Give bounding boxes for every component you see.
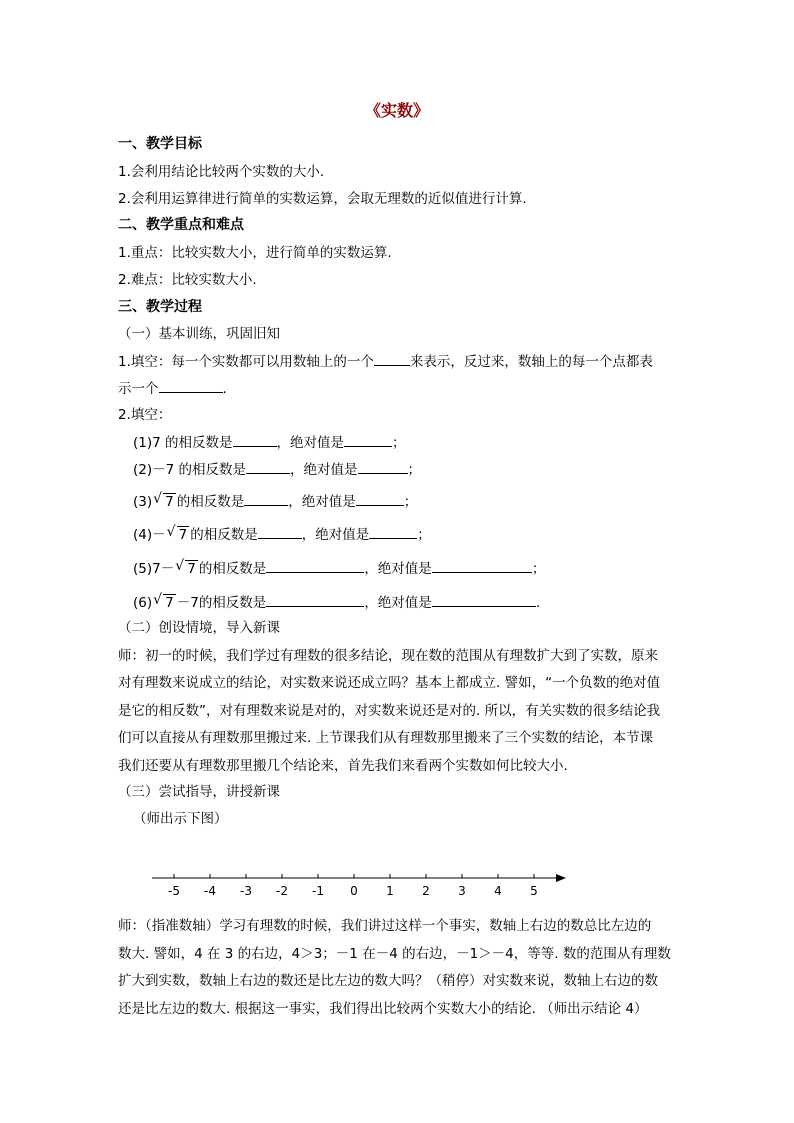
- answer-blank: [432, 592, 536, 607]
- section-heading-goals: 一、教学目标: [118, 136, 202, 152]
- paragraph-2-line-4: 还是比左边的数大. 根据这一事实，我们得出比较两个实数大小的结论. （师出示结论 4）: [118, 1001, 648, 1017]
- paragraph-1-line-3: 是它的相反数”，对有理数来说是对的，对实数来说还是对的. 所以，有关实数的很多结论我: [118, 703, 661, 719]
- fill-item-6: [133, 592, 540, 613]
- question-1-end: .: [222, 381, 227, 397]
- paragraph-1-line-1: 师：初一的时候，我们学过有理数的很多结论，现在数的范围从有理数扩大到了实数，原来: [118, 648, 658, 664]
- fill-item-text: ，绝对值是: [364, 595, 432, 611]
- subsection-new-lesson: （三）尝试指导，讲授新课: [118, 784, 280, 800]
- page-title: 《实数》: [364, 101, 429, 120]
- fill-item-number: (4): [133, 527, 153, 543]
- paragraph-1-line-5: 我们还要从有理数那里搬几个结论来，首先我们来看两个实数如何比较大小.: [118, 758, 568, 774]
- expression-trail: －7: [176, 595, 199, 611]
- fill-item-end: ；: [403, 494, 418, 510]
- number-line-tick-label: -1: [312, 884, 324, 898]
- goal-item-2: 2.会利用运算律进行简单的实数运算，会取无理数的近似值进行计算.: [118, 191, 527, 207]
- question-1-line-1: [118, 351, 653, 372]
- answer-blank: [159, 378, 223, 393]
- fill-item-text: ，绝对值是: [276, 435, 345, 451]
- number-line-tick-label: 5: [530, 884, 538, 898]
- paragraph-1-line-2: 对有理数来说成立的结论，对实数来说还成立吗？基本上都成立. 譬如，“一个负数的绝对值: [118, 675, 661, 691]
- minus-sign: －: [152, 527, 166, 543]
- fill-item-text: 的相反数是: [198, 595, 267, 611]
- fill-item-2: [133, 459, 421, 480]
- fill-item-5: [133, 558, 545, 579]
- paragraph-2-line-3: 扩大到实数，数轴上右边的数还是比左边的数大吗？（稍停）对实数来说，数轴上右边的数: [118, 973, 658, 989]
- number-line-tick-label: -3: [240, 884, 252, 898]
- fill-item-text: 的相反数是: [176, 494, 245, 510]
- teacher-shows-figure: （师出示下图）: [133, 811, 228, 827]
- fill-item-number: (2): [133, 462, 153, 478]
- square-root: √ 7: [153, 491, 174, 510]
- answer-blank: [266, 558, 364, 573]
- expression-lead: 7－: [152, 561, 175, 577]
- fill-item-end: ；: [531, 561, 546, 577]
- fill-item-text: 的相反数是: [198, 561, 267, 577]
- fill-item-end: ；: [417, 527, 431, 543]
- answer-blank: [356, 491, 404, 506]
- number-line-tick-label: 4: [494, 884, 502, 898]
- fill-item-end: ；: [407, 462, 422, 478]
- number-line-tick-label: -2: [276, 884, 288, 898]
- subsection-basic-training: （一）基本训练，巩固旧知: [118, 326, 280, 342]
- fill-item-text: 7 的相反数是: [152, 435, 233, 451]
- section-heading-process: 三、教学过程: [118, 299, 202, 315]
- answer-blank: [344, 432, 392, 447]
- radicand: 7: [178, 527, 188, 543]
- number-line: [0, 865, 794, 915]
- question-1-line-2: [118, 378, 227, 399]
- fill-item-number: (6): [133, 595, 153, 611]
- fill-item-text: ，绝对值是: [288, 494, 356, 510]
- question-2-heading: 2.填空：: [118, 407, 172, 423]
- fill-item-end: .: [535, 595, 541, 611]
- answer-blank: [246, 459, 290, 474]
- subsection-scenario: （二）创设情境，导入新课: [118, 620, 280, 636]
- paragraph-1-line-4: 们可以直接从有理数那里搬过来. 上节课我们从有理数那里搬来了三个实数的结论，本节课: [118, 730, 654, 746]
- number-line-arrow: [556, 874, 566, 882]
- answer-blank: [258, 524, 302, 539]
- fill-item-end: ；: [392, 435, 406, 451]
- fill-item-number: (3): [133, 494, 153, 510]
- question-1-text-a: 1.填空：每一个实数都可以用数轴上的一个: [118, 354, 374, 370]
- square-root: √ 7: [153, 592, 174, 611]
- answer-blank: [374, 351, 410, 366]
- answer-blank: [266, 592, 364, 607]
- answer-blank: [369, 524, 417, 539]
- square-root: √ 7: [175, 558, 196, 577]
- fill-item-text: ，绝对值是: [301, 527, 370, 543]
- number-line-tick-label: -5: [168, 884, 180, 898]
- paragraph-2-line-2: 数大. 譬如，4 在 3 的右边，4＞3；－1 在－4 的右边，－1＞－4，等等. 数的范围从有理数: [118, 946, 671, 962]
- question-1-text-c: 示一个: [118, 381, 159, 397]
- fill-item-3: [133, 491, 417, 512]
- number-line-tick-label: 1: [386, 884, 394, 898]
- answer-blank: [233, 432, 277, 447]
- radicand: 7: [165, 494, 174, 510]
- answer-blank: [432, 558, 532, 573]
- fill-item-number: (1): [133, 435, 153, 451]
- number-line-tick-label: 2: [422, 884, 430, 898]
- fill-item-1: [133, 432, 406, 453]
- number-line-tick-label: 3: [458, 884, 466, 898]
- fill-item-number: (5): [133, 561, 153, 577]
- section-heading-key-points: 二、教学重点和难点: [118, 217, 244, 233]
- radicand: 7: [165, 595, 174, 611]
- fill-item-4: [133, 524, 431, 545]
- square-root: √ 7: [166, 524, 188, 543]
- question-1-text-b: 来表示，反过来，数轴上的每一个点都表: [409, 354, 653, 370]
- key-point-item-2: 2.难点：比较实数大小.: [118, 272, 257, 288]
- fill-item-text: －7 的相反数是: [152, 462, 247, 478]
- key-point-item-1: 1.重点：比较实数大小，进行简单的实数运算.: [118, 245, 392, 261]
- paragraph-2-line-1: 师：（指准数轴）学习有理数的时候，我们讲过这样一个事实，数轴上右边的数总比左边的: [118, 918, 652, 934]
- number-line-tick-label: -4: [204, 884, 216, 898]
- radicand: 7: [187, 561, 196, 577]
- fill-item-text: ，绝对值是: [290, 462, 358, 478]
- fill-item-text: 的相反数是: [190, 527, 258, 543]
- number-line-tick-label: 0: [350, 884, 358, 898]
- answer-blank: [244, 491, 288, 506]
- answer-blank: [358, 459, 408, 474]
- goal-item-1: 1.会利用结论比较两个实数的大小.: [118, 164, 325, 180]
- fill-item-text: ，绝对值是: [364, 561, 432, 577]
